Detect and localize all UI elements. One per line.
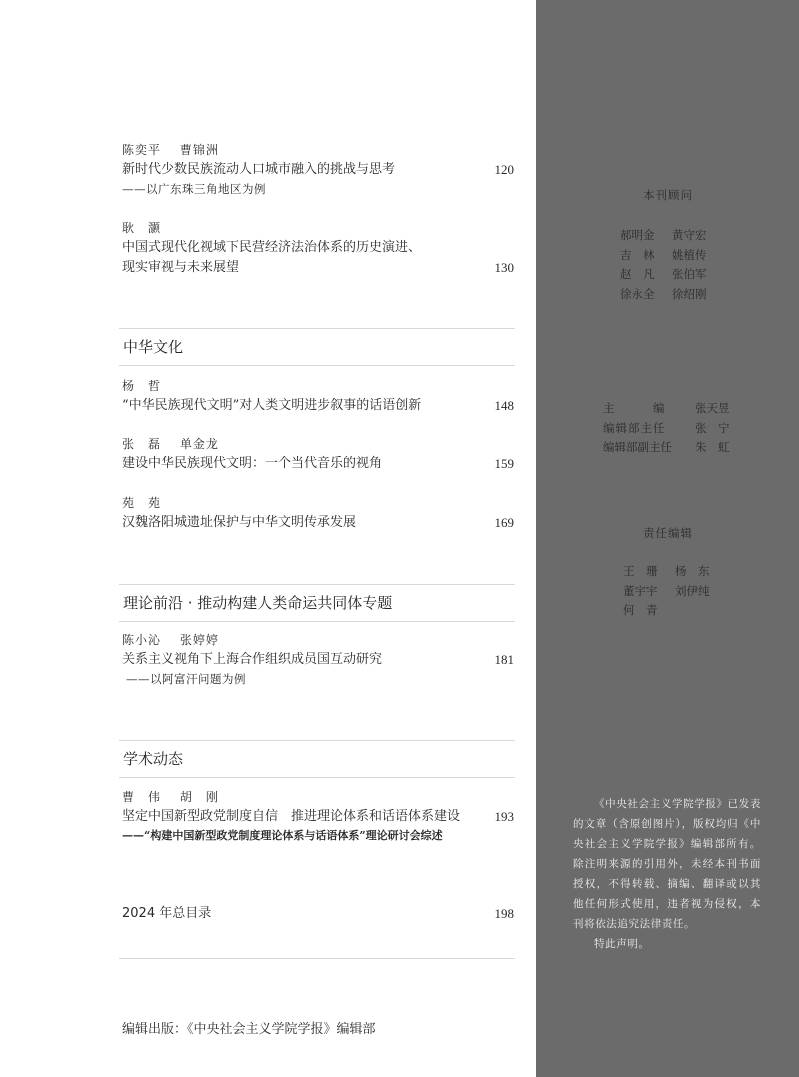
staff-name: 朱 虹 xyxy=(695,440,730,454)
entry-subtitle: ——以阿富汗问题为例 xyxy=(126,672,246,686)
advisors-row xyxy=(620,226,707,246)
staff-role: 主 编 xyxy=(603,401,666,415)
advisor-name: 赵 凡 xyxy=(620,267,655,281)
section-title: 学术动态 xyxy=(123,750,184,768)
entry-subtitle: ——以广东珠三角地区为例 xyxy=(122,182,266,196)
author: 陈奕平 xyxy=(122,143,162,157)
page-number: 169 xyxy=(494,515,514,530)
entry-title-line xyxy=(122,904,514,924)
index-title: 2024 年总目录 xyxy=(122,906,212,921)
advisor-name: 张伯军 xyxy=(672,267,707,281)
notice-closing: 特此声明。 xyxy=(594,938,650,950)
entry-authors xyxy=(122,434,514,454)
page-number: 193 xyxy=(494,809,514,824)
author: 曹 伟 xyxy=(122,790,162,804)
copyright-notice xyxy=(573,794,761,954)
entry-authors xyxy=(122,787,514,807)
entry-title-continued: 现实审视与未来展望 xyxy=(122,260,240,275)
advisor-name: 姚植传 xyxy=(672,247,707,262)
entry-title-line xyxy=(122,396,514,416)
staff-row xyxy=(603,419,730,439)
toc-entry[interactable] xyxy=(122,493,514,533)
entry-title: 坚定中国新型政党制度自信 推进理论体系和话语体系建设 xyxy=(122,809,461,824)
editors-row xyxy=(623,601,710,621)
editor-name: 杨 东 xyxy=(675,564,710,578)
author: 胡 刚 xyxy=(179,790,219,804)
staff-role: 编辑部主任 xyxy=(603,420,666,435)
author: 张 磊 xyxy=(122,437,162,451)
editorial-staff xyxy=(603,399,730,458)
author: 单金龙 xyxy=(179,437,219,451)
author: 陈小沁 xyxy=(122,633,162,647)
toc-entry[interactable] xyxy=(122,787,514,845)
entry-title-line xyxy=(122,513,514,533)
toc-entry[interactable] xyxy=(122,218,514,278)
entry-title-line xyxy=(122,454,514,474)
page-number: 120 xyxy=(494,162,514,177)
author: 曹锦洲 xyxy=(179,143,219,157)
author: 苑 苑 xyxy=(122,496,162,510)
advisor-name: 徐绍刚 xyxy=(672,286,707,301)
advisor-name: 徐永全 xyxy=(620,286,655,301)
editor-name: 何 青 xyxy=(623,603,658,617)
entry-title: 新时代少数民族流动人口城市融入的挑战与思考 xyxy=(122,162,396,177)
staff-name: 张天昱 xyxy=(695,401,730,415)
editors-list xyxy=(623,562,710,621)
advisors-row xyxy=(620,265,707,285)
editors-row xyxy=(623,562,710,582)
entry-authors xyxy=(122,376,514,396)
annual-index-entry[interactable] xyxy=(122,904,514,924)
entry-authors xyxy=(122,218,514,238)
advisor-name: 黄守宏 xyxy=(672,228,707,242)
staff-row xyxy=(603,399,730,419)
staff-name: 张 宁 xyxy=(695,420,730,435)
section-header xyxy=(119,584,515,622)
entry-title-line xyxy=(122,807,514,827)
advisor-name: 吉 林 xyxy=(620,247,655,262)
editors-row xyxy=(623,582,710,602)
entry-title-line xyxy=(122,160,514,180)
section-title: 中华文化 xyxy=(123,338,184,356)
entry-authors xyxy=(122,630,514,650)
entry-title-line xyxy=(122,238,514,258)
advisors-title: 本刊顾问 xyxy=(643,188,693,202)
editor-name: 王 珊 xyxy=(623,564,658,578)
entry-authors xyxy=(122,493,514,513)
advisors-row xyxy=(620,285,707,305)
section-header xyxy=(119,328,515,366)
advisors-list xyxy=(620,226,707,304)
page-number: 148 xyxy=(494,398,514,413)
entry-authors xyxy=(122,140,514,160)
entry-title: 建设中华民族现代文明：一个当代音乐的视角 xyxy=(122,456,383,471)
toc-entry[interactable] xyxy=(122,376,514,416)
author: 杨 哲 xyxy=(122,379,162,393)
page-number: 130 xyxy=(494,260,514,275)
editor-name: 刘伊纯 xyxy=(675,583,710,598)
staff-role: 编辑部副主任 xyxy=(603,440,672,454)
page-number: 181 xyxy=(494,652,514,667)
staff-row xyxy=(603,438,730,458)
entry-title: 中国式现代化视域下民营经济法治体系的历史演进、 xyxy=(122,240,422,255)
divider xyxy=(119,958,515,959)
publisher-footer: 编辑出版：《中央社会主义学院学报》编辑部 xyxy=(122,1022,376,1037)
author: 张婷婷 xyxy=(179,633,219,647)
toc-entry[interactable] xyxy=(122,434,514,474)
notice-text: 《中央社会主义学院学报》已发表的文章（含原创图片），版权均归《中央社会主义学院学报》编辑部所有。除注明来源的引用外，未经本刊书面授权，不得转载、摘编、翻译或以其他任何形式使用，违者视为侵权，本刊将依法追究法律责任。 xyxy=(573,798,761,930)
toc-entry[interactable] xyxy=(122,630,514,688)
editors-title: 责任编辑 xyxy=(643,526,693,540)
toc-entry[interactable] xyxy=(122,140,514,198)
editor-name: 董宇宇 xyxy=(623,583,658,598)
entry-title-line xyxy=(122,258,514,278)
advisor-name: 郝明金 xyxy=(620,228,655,242)
page-number: 159 xyxy=(494,456,514,471)
entry-subtitle: ——“构建中国新型政党制度理论体系与话语体系”理论研讨会综述 xyxy=(122,829,443,842)
page-number: 198 xyxy=(494,906,514,921)
author: 耿 灏 xyxy=(122,221,162,235)
entry-title-line xyxy=(122,650,514,670)
entry-title: 汉魏洛阳城遗址保护与中华文明传承发展 xyxy=(122,515,357,530)
entry-title: “中华民族现代文明”对人类文明进步叙事的话语创新 xyxy=(122,398,422,413)
section-title: 理论前沿 · 推动构建人类命运共同体专题 xyxy=(123,594,393,612)
advisors-row xyxy=(620,246,707,266)
section-header xyxy=(119,740,515,778)
entry-title: 关系主义视角下上海合作组织成员国互动研究 xyxy=(122,652,383,667)
